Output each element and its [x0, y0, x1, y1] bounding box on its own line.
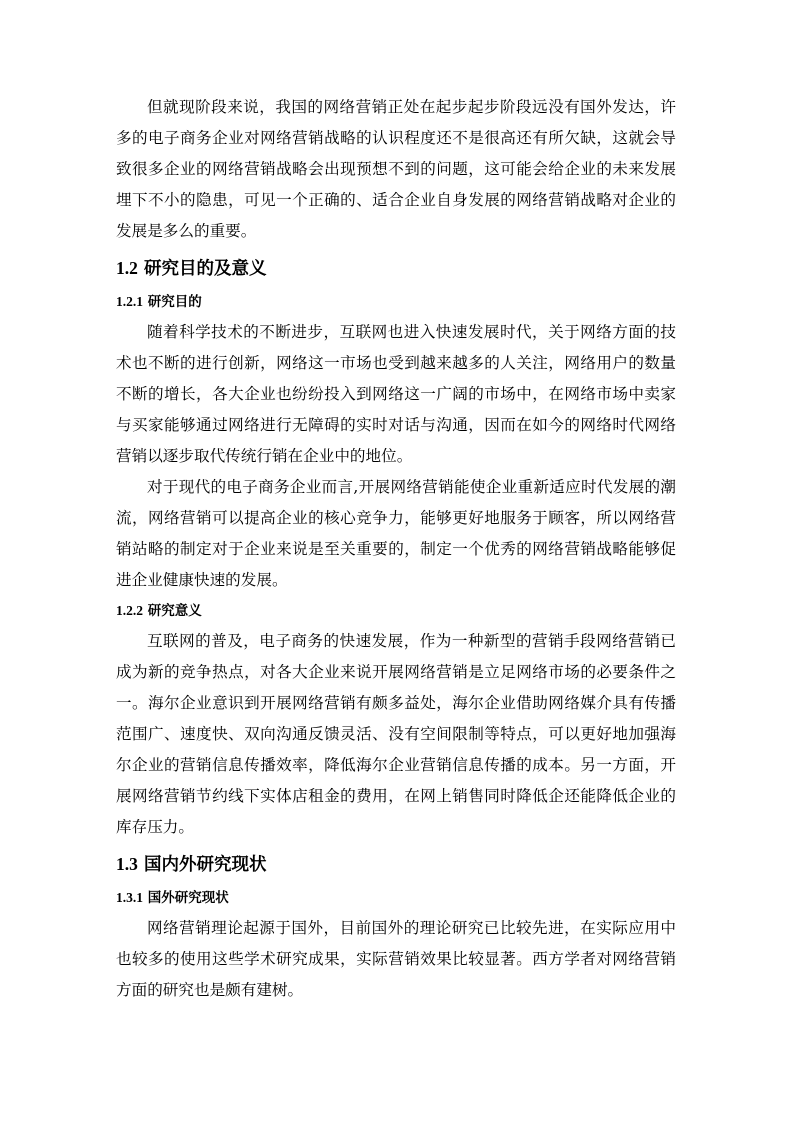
- heading-1-2-1-text: 研究目的: [147, 294, 202, 310]
- heading-1-2-1: [116, 291, 676, 313]
- paragraph-research-significance: 互联网的普及，电子商务的快速发展，作为一种新型的营销手段网络营销已成为新的竞争热点，对各大企业来说开展网络营销是立足网络市场的必要条件之一。海尔企业意识到开展网络营销有颇多益处，海尔企业借助网络媒介具有传播范围广、速度快、双向沟通反馈灵活、没有空间限制等特点，可以更好地加强海尔企业的营销信息传播效率，降低海尔企业营销信息传播的成本。另一方面，开展网络营销节约线下实体店租金的费用，在网上销售同时降低企还能降低企业的库存压力。: [116, 632, 676, 836]
- heading-1-3: [116, 851, 676, 877]
- heading-1-2-2: [116, 600, 676, 622]
- paragraph-intro: 但就现阶段来说，我国的网络营销正处在起步起步阶段远没有国外发达，许多的电子商务企业对网络营销战略的认识程度还不是很高还有所欠缺，这就会导致很多企业的网络营销战略会出现预想不到的问题，这可能会给企业的未来发展埋下不小的隐患，可见一个正确的、适合企业自身发展的网络营销战略对企业的发展是多么的重要。: [116, 98, 676, 240]
- heading-1-2-text: 研究目的及意义: [143, 259, 267, 279]
- heading-1-2-1-number: 1.2.1: [116, 294, 143, 309]
- heading-1-3-number: 1.3: [116, 854, 138, 874]
- heading-1-2-number: 1.2: [116, 258, 138, 278]
- heading-1-2-2-text: 研究意义: [147, 603, 202, 619]
- heading-1-2-2-number: 1.2.2: [116, 603, 143, 618]
- heading-1-3-1: [116, 887, 676, 909]
- paragraph-research-purpose-2: 对于现代的电子商务企业而言,开展网络营销能使企业重新适应时代发展的潮流，网络营销可以提高企业的核心竞争力，能够更好地服务于顾客，所以网络营销站略的制定对于企业来说是至关重要的，制定一个优秀的网络营销战略能够促进企业健康快速的发展。: [116, 478, 676, 589]
- document-page: [116, 92, 676, 1006]
- heading-1-3-1-number: 1.3.1: [116, 890, 143, 905]
- heading-1-3-1-text: 国外研究现状: [147, 890, 229, 906]
- heading-1-3-text: 国内外研究现状: [143, 855, 267, 875]
- paragraph-foreign-research: 网络营销理论起源于国外，目前国外的理论研究已比较先进，在实际应用中也较多的使用这些学术研究成果，实际营销效果比较显著。西方学者对网络营销方面的研究也是颇有建树。: [116, 919, 676, 999]
- heading-1-2: [116, 255, 676, 281]
- paragraph-research-purpose-1: 随着科学技术的不断进步，互联网也进入快速发展时代，关于网络方面的技术也不断的进行创新，网络这一市场也受到越来越多的人关注，网络用户的数量不断的增长，各大企业也纷纷投入到网络这一广阔的市场中，在网络市场中卖家与买家能够通过网络进行无障碍的实时对话与沟通，因而在如今的网络时代网络营销以逐步取代传统行销在企业中的地位。: [116, 323, 676, 465]
